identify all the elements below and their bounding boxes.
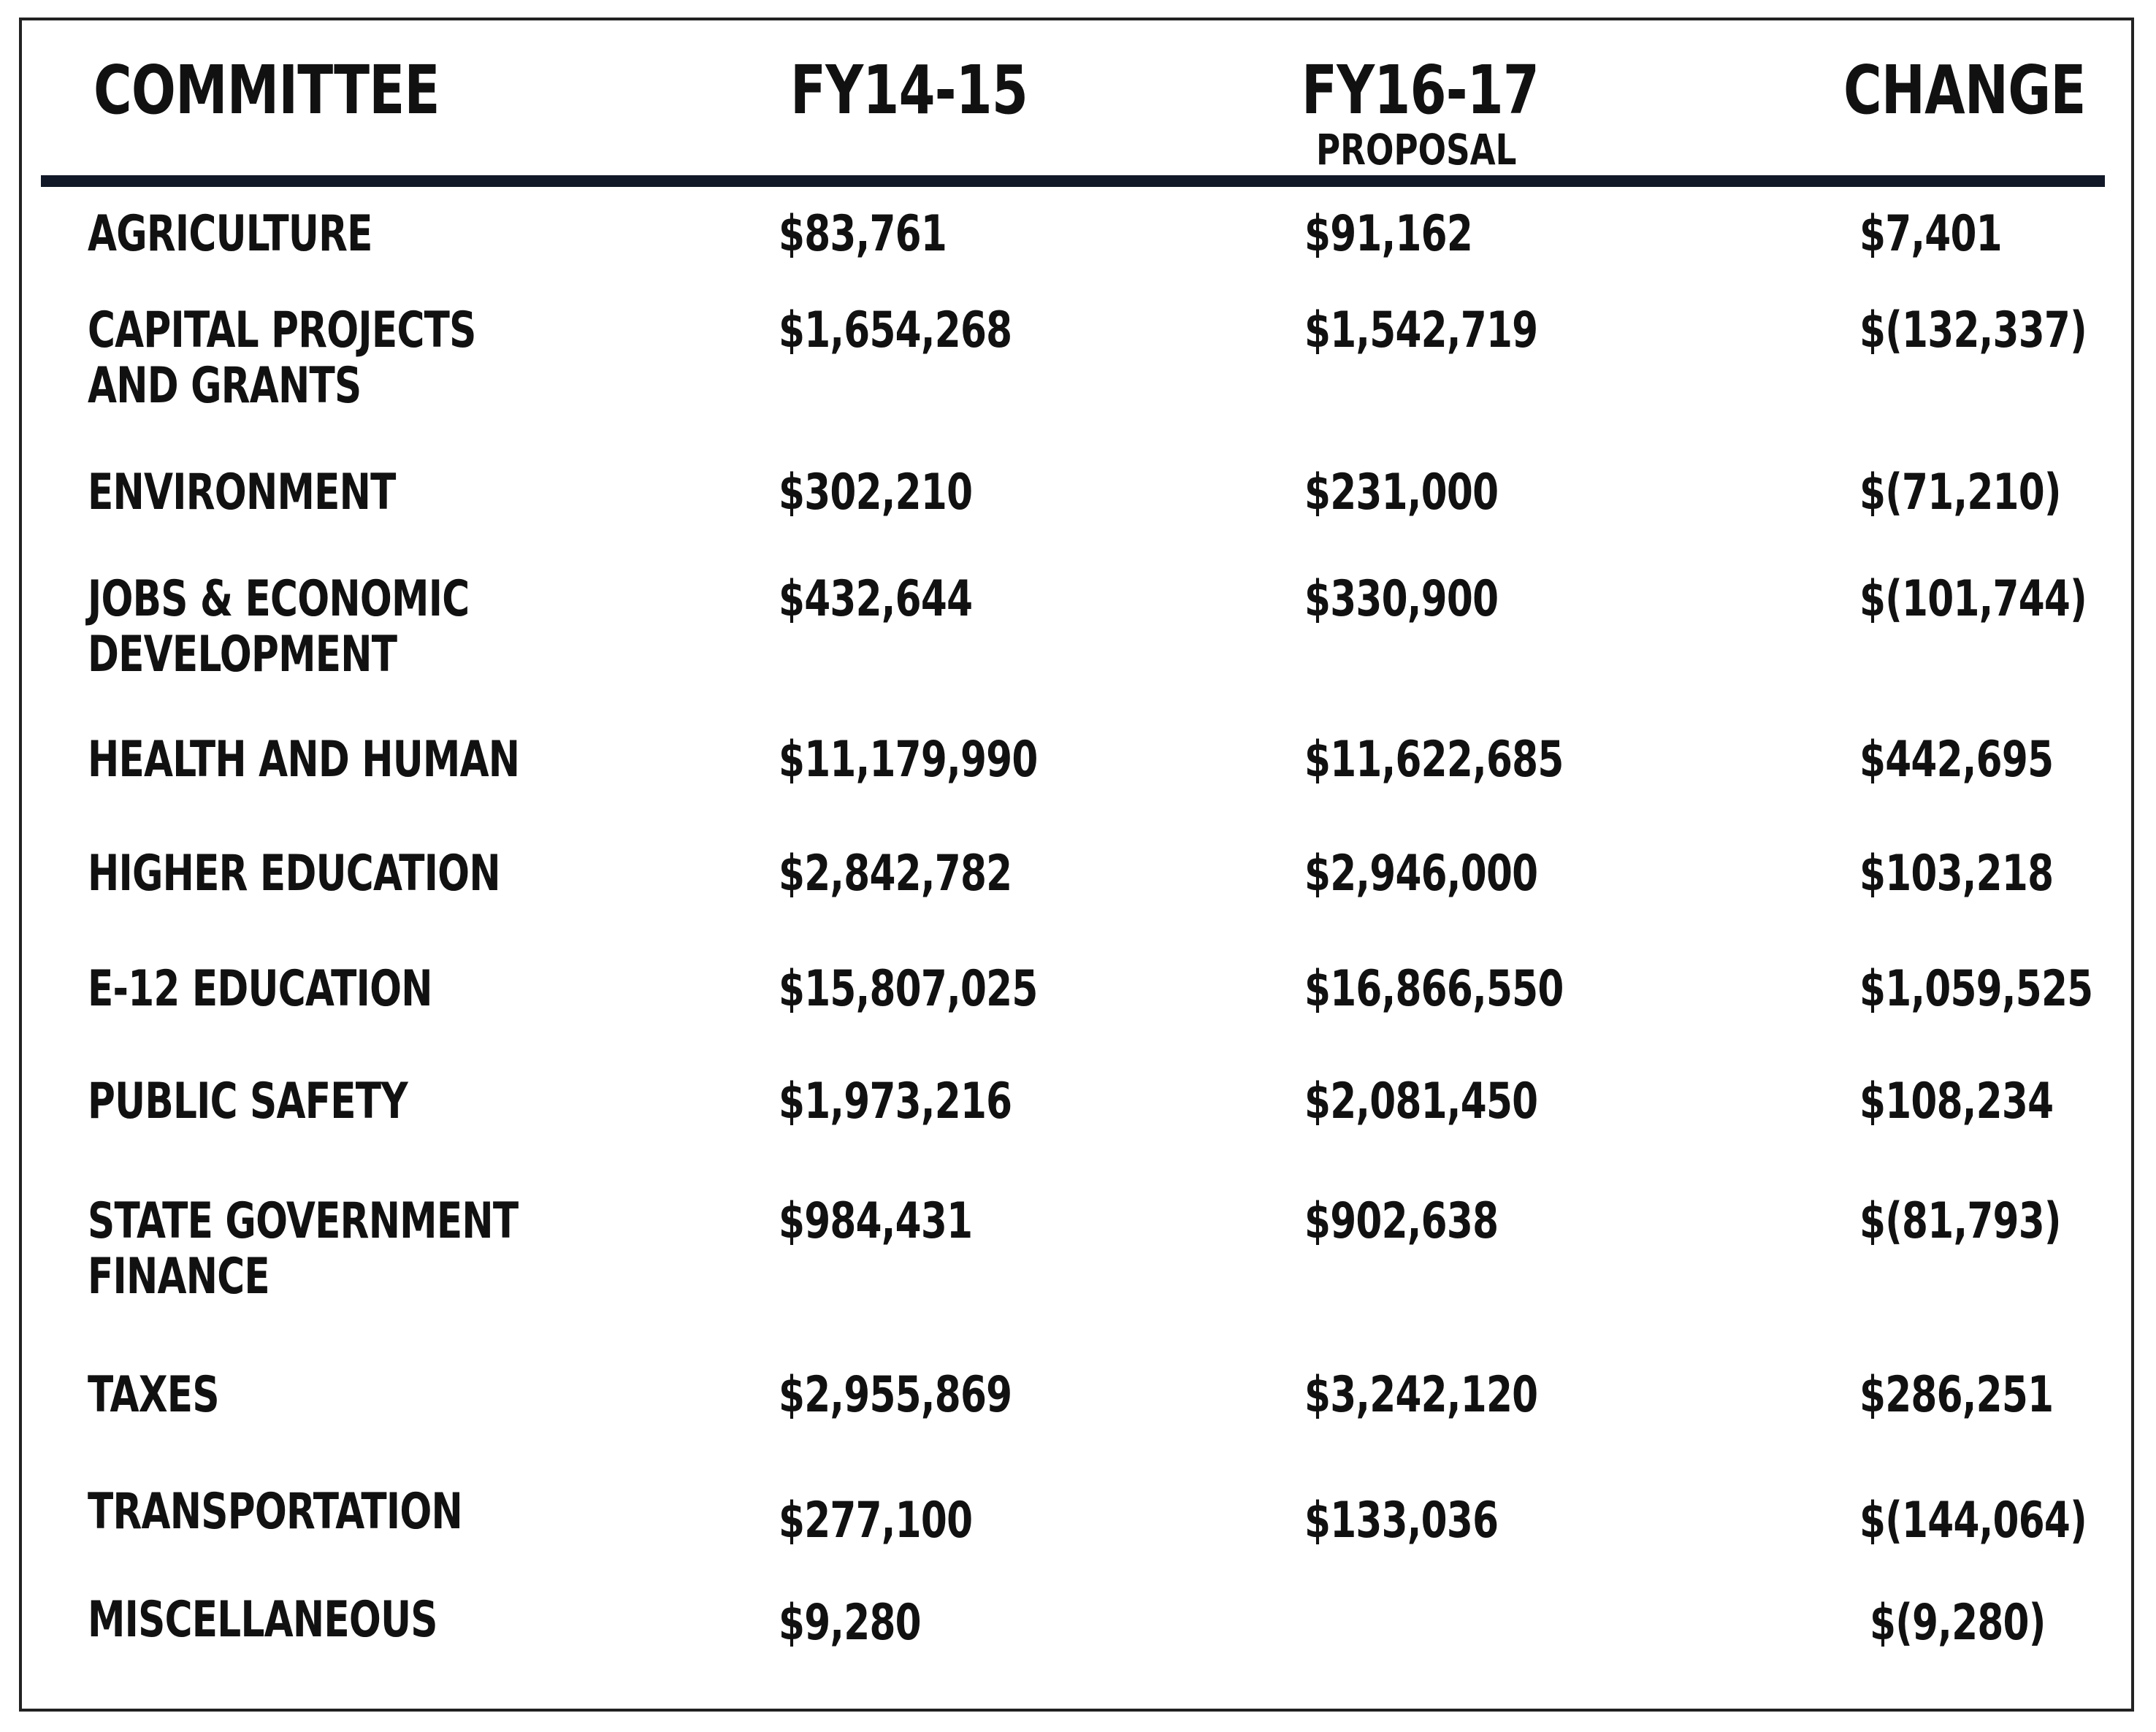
- header-fy1617: FY16-17: [1301, 51, 1540, 129]
- fy1617-value: $2,081,450: [1304, 1073, 1538, 1130]
- change-value: $103,218: [1859, 845, 2054, 903]
- fy1617-value: $16,866,550: [1304, 960, 1564, 1018]
- fy1415-value: $2,955,869: [779, 1366, 1012, 1424]
- fy1415-value: $15,807,025: [779, 960, 1038, 1018]
- change-value: $7,401: [1859, 205, 2002, 263]
- fy1617-value: $902,638: [1304, 1192, 1499, 1250]
- fy1415-value: $432,644: [779, 570, 973, 628]
- committee-name: CAPITAL PROJECTS: [88, 302, 476, 359]
- change-value: $(132,337): [1859, 302, 2087, 359]
- change-value: $108,234: [1859, 1073, 2054, 1130]
- fy1617-value: $231,000: [1304, 464, 1499, 521]
- fy1617-value: $11,622,685: [1304, 731, 1564, 789]
- fy1415-value: $83,761: [779, 205, 947, 263]
- fy1415-value: $1,973,216: [779, 1073, 1012, 1130]
- change-value: $(101,744): [1859, 570, 2087, 628]
- committee-name: STATE GOVERNMENT: [88, 1192, 519, 1250]
- fy1415-value: $984,431: [779, 1192, 973, 1250]
- committee-name: FINANCE: [88, 1248, 270, 1306]
- committee-name: AGRICULTURE: [88, 205, 372, 263]
- change-value: $1,059,525: [1859, 960, 2093, 1018]
- committee-name: DEVELOPMENT: [88, 626, 397, 683]
- fy1415-value: $11,179,990: [779, 731, 1038, 789]
- header-change: CHANGE: [1843, 51, 2086, 129]
- committee-name: TAXES: [88, 1366, 219, 1424]
- header-fy1415: FY14-15: [790, 51, 1028, 129]
- committee-name: TRANSPORTATION: [88, 1483, 463, 1541]
- change-value: $442,695: [1859, 731, 2054, 789]
- fy1617-value: $133,036: [1304, 1492, 1499, 1549]
- committee-name: E-12 EDUCATION: [88, 960, 432, 1018]
- committee-name: PUBLIC SAFETY: [88, 1073, 408, 1130]
- header-committee: COMMITTEE: [93, 51, 440, 129]
- committee-name: ENVIRONMENT: [88, 464, 396, 521]
- change-value: $(144,064): [1859, 1492, 2087, 1549]
- committee-name: HEALTH AND HUMAN: [88, 731, 520, 789]
- committee-name: JOBS & ECONOMIC: [88, 570, 470, 628]
- change-value: $(81,793): [1859, 1192, 2061, 1250]
- fy1617-value: $3,242,120: [1304, 1366, 1538, 1424]
- fy1617-value: $1,542,719: [1304, 302, 1538, 359]
- fy1617-value: $330,900: [1304, 570, 1499, 628]
- fy1617-value: $91,162: [1304, 205, 1473, 263]
- committee-name: AND GRANTS: [88, 357, 362, 415]
- change-value: $286,251: [1859, 1366, 2054, 1424]
- header-rule: [41, 175, 2105, 187]
- committee-name: MISCELLANEOUS: [88, 1591, 437, 1649]
- fy1415-value: $9,280: [779, 1594, 921, 1652]
- committee-name: HIGHER EDUCATION: [88, 845, 500, 903]
- change-value: $(9,280): [1870, 1594, 2046, 1652]
- header-fy1617-subtitle: PROPOSAL: [1316, 125, 1517, 175]
- fy1415-value: $302,210: [779, 464, 973, 521]
- fy1415-value: $1,654,268: [779, 302, 1012, 359]
- fy1617-value: $2,946,000: [1304, 845, 1538, 903]
- change-value: $(71,210): [1859, 464, 2061, 521]
- fy1415-value: $2,842,782: [779, 845, 1012, 903]
- fy1415-value: $277,100: [779, 1492, 973, 1549]
